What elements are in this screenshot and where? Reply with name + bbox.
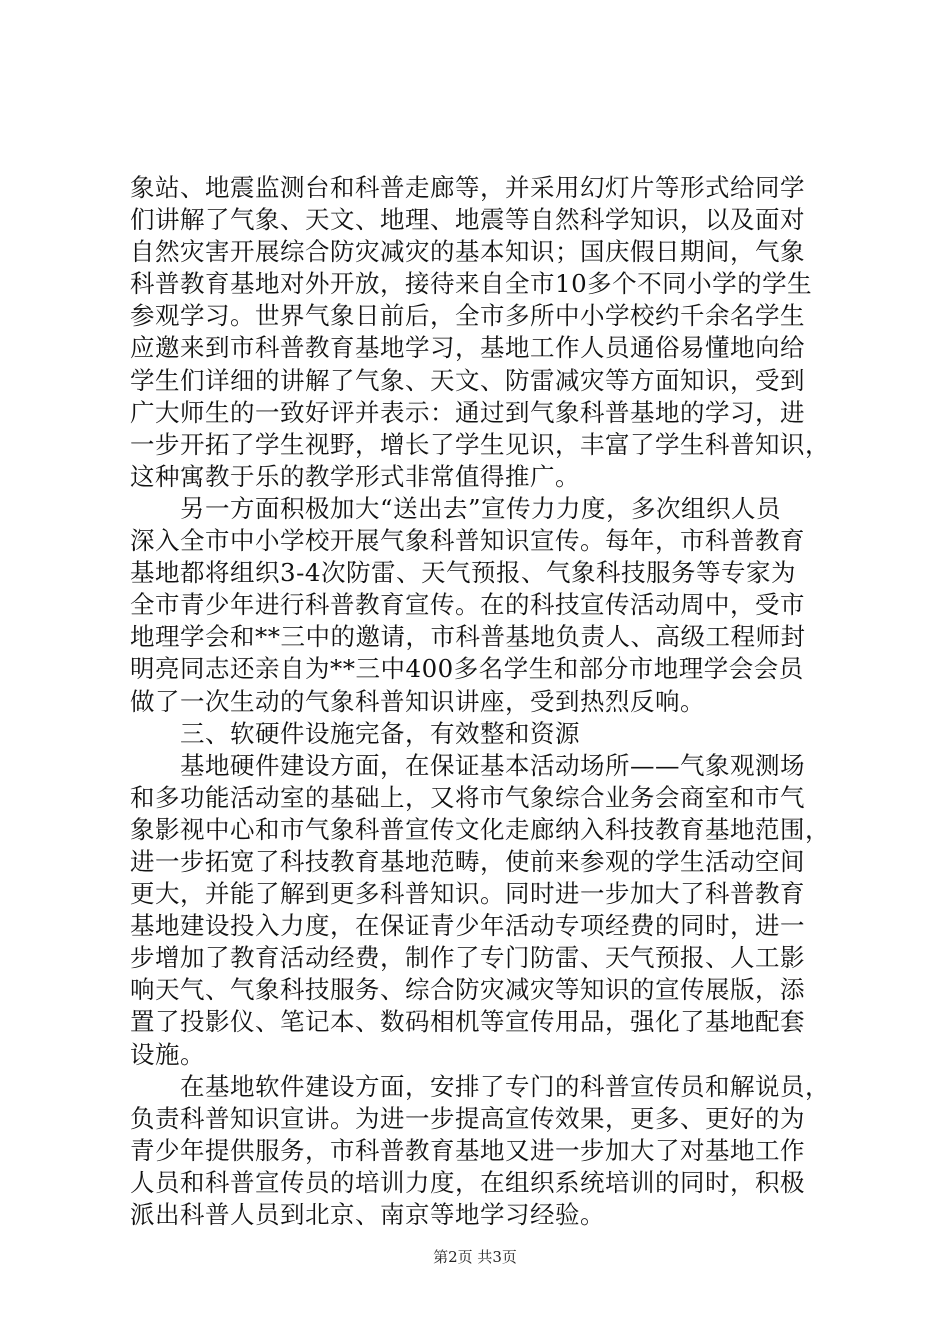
text-line: 步增加了教育活动经费，制作了专门防雷、天气预报、人工影 xyxy=(130,943,805,973)
text-line: 设施。 xyxy=(130,1039,205,1069)
text-line: 基地硬件建设方面，在保证基本活动场所——气象观测场 xyxy=(130,750,805,780)
text-line: 另一方面积极加大“送出去”宣传力力度，多次组织人员 xyxy=(130,493,782,523)
text-line: 响天气、气象科技服务、综合防灾减灾等知识的宣传展版，添 xyxy=(130,975,805,1005)
text-line: 广大师生的一致好评并表示：通过到气象科普基地的学习，进 xyxy=(130,397,805,427)
text-line: 在基地软件建设方面，安排了专门的科普宣传员和解说员， xyxy=(130,1071,830,1101)
text-line: 一步开拓了学生视野，增长了学生见识，丰富了学生科普知识， xyxy=(130,429,830,459)
text-line: 做了一次生动的气象科普知识讲座，受到热烈反响。 xyxy=(130,686,705,716)
section-heading: 三、软硬件设施完备，有效整和资源 xyxy=(130,718,580,748)
text-line: 全市青少年进行科普教育宣传。在的科技宣传活动周中，受市 xyxy=(130,590,805,620)
text-line: 学生们详细的讲解了气象、天文、防雷减灾等方面知识，受到 xyxy=(130,365,805,395)
text-line: 自然灾害开展综合防灾减灾的基本知识；国庆假日期间，气象 xyxy=(130,237,805,267)
text-line: 置了投影仪、笔记本、数码相机等宣传用品，强化了基地配套 xyxy=(130,1007,805,1037)
text-line: 负责科普知识宣讲。为进一步提高宣传效果，更多、更好的为 xyxy=(130,1103,805,1133)
text-line: 象站、地震监测台和科普走廊等，并采用幻灯片等形式给同学 xyxy=(130,173,805,202)
text-line: 派出科普人员到北京、南京等地学习经验。 xyxy=(130,1200,605,1229)
text-line: 青少年提供服务，市科普教育基地又进一步加大了对基地工作 xyxy=(130,1135,805,1165)
text-line: 更大，并能了解到更多科普知识。同时进一步加大了科普教育 xyxy=(130,879,805,909)
text-line: 科普教育基地对外开放，接待来自全市10多个不同小学的学生 xyxy=(130,269,813,299)
text-line: 们讲解了气象、天文、地理、地震等自然科学知识，以及面对 xyxy=(130,205,805,235)
text-line: 进一步拓宽了科技教育基地范畴，使前来参观的学生活动空间 xyxy=(130,846,805,876)
text-line: 人员和科普宣传员的培训力度，在组织系统培训的同时，积极 xyxy=(130,1167,805,1197)
text-line: 参观学习。世界气象日前后，全市多所中小学校约千余名学生 xyxy=(130,301,805,331)
text-line: 明亮同志还亲自为**三中400多名学生和部分市地理学会会员 xyxy=(130,654,804,684)
text-line: 基地都将组织3-4次防雷、天气预报、气象科技服务等专家为 xyxy=(130,558,796,588)
text-line: 深入全市中小学校开展气象科普知识宣传。每年，市科普教育 xyxy=(130,526,805,556)
text-line: 基地建设投入力度，在保证青少年活动专项经费的同时，进一 xyxy=(130,911,805,941)
page-number-footer: 第2页 共3页 xyxy=(433,1248,517,1266)
text-line: 和多功能活动室的基础上，又将市气象综合业务会商室和市气 xyxy=(130,782,805,812)
text-line: 象影视中心和市气象科普宣传文化走廊纳入科技教育基地范围， xyxy=(130,814,830,844)
text-line: 应邀来到市科普教育基地学习，基地工作人员通俗易懂地向给 xyxy=(130,333,805,363)
document-body xyxy=(130,172,830,1231)
text-line: 地理学会和**三中的邀请，市科普基地负责人、高级工程师封 xyxy=(130,622,806,652)
text-line: 这种寓教于乐的教学形式非常值得推广。 xyxy=(130,461,580,491)
